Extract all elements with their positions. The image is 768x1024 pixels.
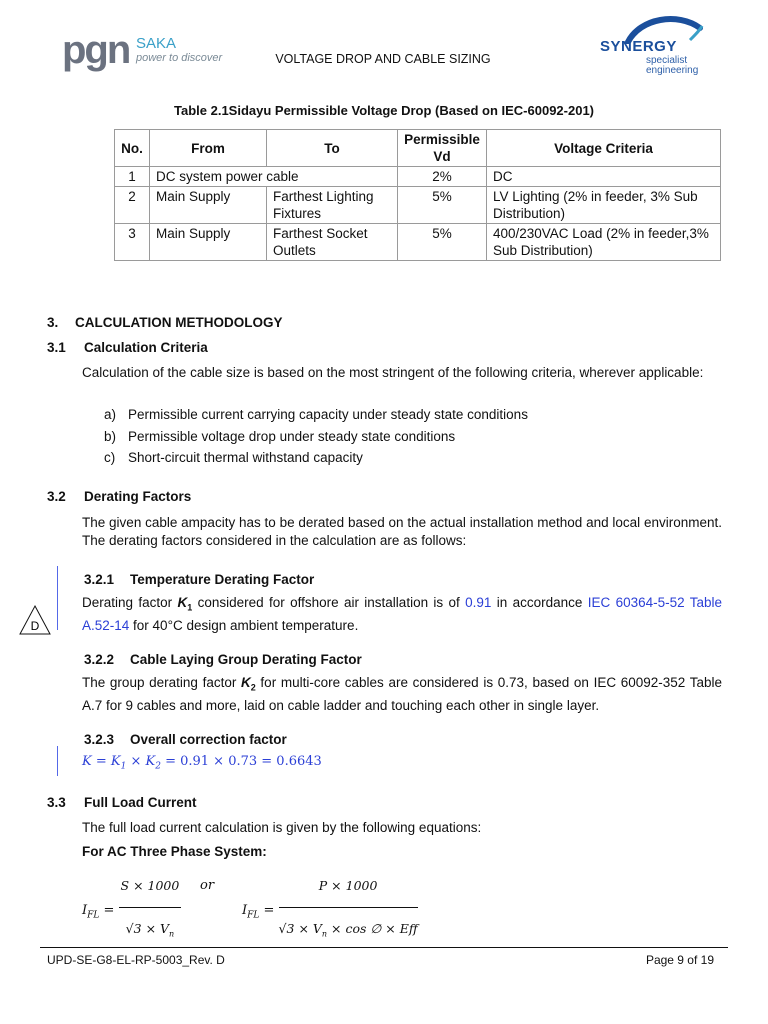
revision-bar <box>57 746 58 776</box>
list-item: a) Permissible current carrying capacity under steady state conditions <box>104 407 528 422</box>
overall-correction-equation: $K = K_1 \times K_2 = 0.91 \times 0.73 = 0.6643$ <box>82 754 322 772</box>
ac-three-phase-subhead: For AC Three Phase System: <box>82 844 267 859</box>
table-cell: Farthest Lighting Fixtures <box>267 187 398 224</box>
section-3-2-2-text: The group derating factor $K_2$ for multi-core cables are considered is 0.73, based on IEC 60092-352 Table A.7 for 9 cables and more, laid on cable ladder and touching each other in single layer. <box>82 675 722 714</box>
section-3-3-intro: The full load current calculation is given by the following equations: <box>82 820 482 835</box>
synergy-sub-2: engineering <box>646 65 699 76</box>
document-title: VOLTAGE DROP AND CABLE SIZING <box>275 52 491 66</box>
or-text: or <box>200 878 215 893</box>
full-load-current-equation-2: $I_{FL}$ = $\frac{P \times 1000}{√3 \times V_n \times \cos \emptyset \times Eff}$ <box>242 866 418 955</box>
table-cell: Main Supply <box>150 187 267 224</box>
full-load-current-equation-1: $I_{FL}$ = $\frac{S \times 1000}{√3 \times V_n}$ <box>82 866 181 955</box>
col-header: To <box>267 130 398 167</box>
table-header-row <box>115 130 721 167</box>
table-caption: Table 2.1Sidayu Permissible Voltage Drop (Based on IEC-60092-201) <box>174 103 594 118</box>
section-3-1-heading: 3.1 Calculation Criteria <box>47 340 208 355</box>
col-header: No. <box>115 130 150 167</box>
section-3-2-1-text: Derating factor $K_1$ considered for offshore air installation is of 0.91 in accordance IEC 60364-5-52 Table A.52-14 for 40°C design ambient temperature. <box>82 595 723 634</box>
section-3-3-heading: 3.3 Full Load Current <box>47 795 197 810</box>
section-3-2-2-heading: 3.2.2 Cable Laying Group Derating Factor <box>84 652 362 667</box>
table-cell: 5% <box>398 224 487 261</box>
col-header: Permissible Vd <box>398 130 487 167</box>
list-item: b) Permissible voltage drop under steady state conditions <box>104 429 456 444</box>
table-row <box>115 167 721 187</box>
table-row <box>115 187 721 224</box>
table-cell: DC system power cable <box>150 167 398 187</box>
section-3-2-heading: 3.2 Derating Factors <box>47 489 192 504</box>
revision-triangle-icon <box>18 604 52 636</box>
col-header: From <box>150 130 267 167</box>
pgn-logo: pgn <box>62 28 130 72</box>
section-3-2-intro: The given cable ampacity has to be derated based on the actual installation method and local environment. The derating factors considered in the calculation are as follows: <box>82 515 722 548</box>
table-cell: DC <box>487 167 721 187</box>
saka-logo-text: SAKA <box>136 35 177 52</box>
table-cell: Farthest Socket Outlets <box>267 224 398 261</box>
footer-divider <box>40 947 728 948</box>
table-cell: 1 <box>115 167 150 187</box>
table-row <box>115 224 721 261</box>
logo-tagline: power to discover <box>136 52 223 64</box>
table-cell: 3 <box>115 224 150 261</box>
section-3-heading: 3. CALCULATION METHODOLOGY <box>47 315 283 330</box>
section-3-1-intro: Calculation of the cable size is based on the most stringent of the following criteria, wherever applicable: <box>82 365 704 380</box>
section-3-2-1-heading: 3.2.1 Temperature Derating Factor <box>84 572 315 587</box>
footer-doc-number: UPD-SE-G8-EL-RP-5003_Rev. D <box>47 953 225 967</box>
synergy-logo-text: SYNERGY <box>600 38 677 55</box>
footer-page-number: Page 9 of 19 <box>645 953 714 967</box>
col-header: Voltage Criteria <box>487 130 721 167</box>
revision-bar <box>57 566 58 630</box>
table-cell: LV Lighting (2% in feeder, 3% Sub Distribution) <box>487 187 721 224</box>
table-cell: Main Supply <box>150 224 267 261</box>
table-cell: 2% <box>398 167 487 187</box>
table-cell: 2 <box>115 187 150 224</box>
list-item: c) Short-circuit thermal withstand capacity <box>104 450 363 465</box>
iec-reference-link: IEC 60364-5-52 Table A.52-14 <box>82 595 723 634</box>
revision-letter: D <box>30 619 40 633</box>
table-cell: 5% <box>398 187 487 224</box>
section-3-2-3-heading: 3.2.3 Overall correction factor <box>84 732 287 747</box>
table-cell: 400/230VAC Load (2% in feeder,3% Sub Distribution) <box>487 224 721 261</box>
voltage-drop-table <box>114 129 721 261</box>
synergy-sub-1: specialist <box>646 55 688 66</box>
